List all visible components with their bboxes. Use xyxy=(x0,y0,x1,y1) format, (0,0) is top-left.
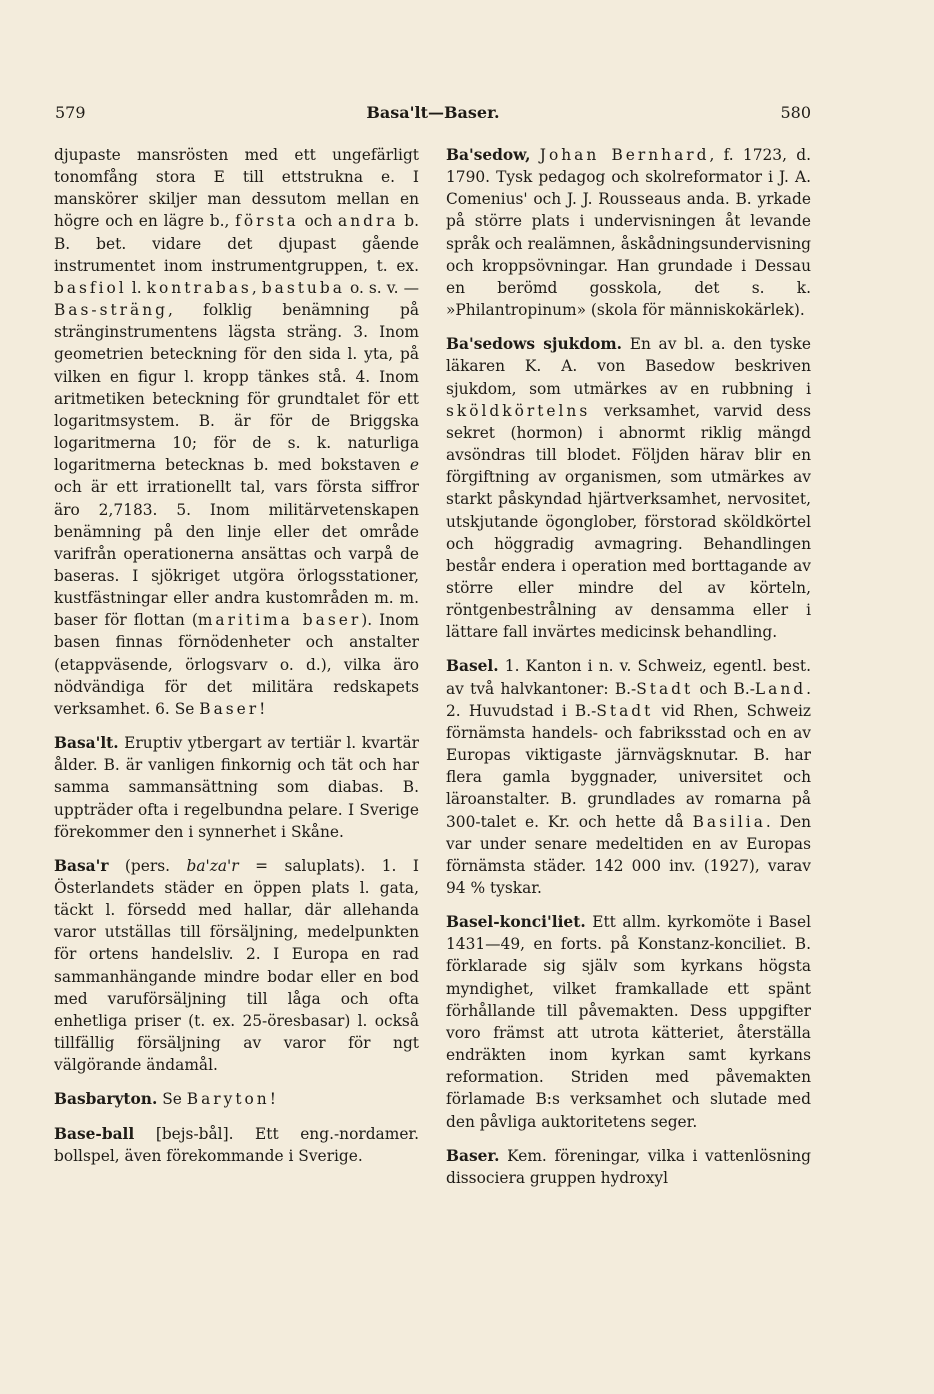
spaced-term: andra xyxy=(338,212,399,231)
entry-basbaryton xyxy=(54,1088,419,1110)
spaced-term: Bas-sträng xyxy=(54,301,168,320)
page-number-left: 579 xyxy=(55,103,86,122)
page-header xyxy=(55,103,811,129)
text: l. xyxy=(126,278,147,297)
text: ! xyxy=(259,699,266,718)
entry-headword: Basa'r xyxy=(54,856,109,875)
spaced-term: basfiol xyxy=(54,278,127,297)
right-column xyxy=(446,144,811,1201)
entry-headword: Basa'lt. xyxy=(54,734,119,753)
spaced-term: Land xyxy=(754,679,807,698)
text: Eruptiv ytbergart av tertiär l. kvartär ålder. B. är vanligen finkornig och tät och har samma sammansättning som diabas. B. uppträder ofta i regelbundna pelare. I Sverige förekommer den i synnerhet i Skåne. xyxy=(54,734,419,841)
text: 1. Kanton i n. v. Schweiz, egentl. best. av två halvkantoner: B.- xyxy=(446,657,811,698)
entry-baseball xyxy=(54,1123,419,1167)
spaced-term: Stadt xyxy=(596,701,654,720)
spaced-term: Stadt xyxy=(636,679,694,698)
left-column xyxy=(54,144,419,1179)
text: och är ett irrationellt tal, vars första siffror äro 2,7183. 5. Inom militärvetenskapen benämning på den linje eller det område varifrån operationerna ansättas och varpå de baseras. I sjökriget utgöra örlogsstationer, kustfästningar eller andra kustområden m. m. baser för flottan ( xyxy=(54,478,419,630)
text: ! xyxy=(269,1090,276,1109)
text: , f. 1723, d. 1790. Tysk pedagog och skolreformator i J. A. Comenius' och J. J. Rousseaus anda. B. yrkade på större plats i undervisningen åt levande språk och realämnen, åskådningsundervisning och kroppsövningar. Han grundade i Dessau en berömd gosskola, det s. k. »Philantropinum» (skola för människokärlek). xyxy=(446,146,811,320)
text: Kem. föreningar, vilka i vattenlösning dissociera gruppen hydroxyl xyxy=(446,1146,811,1187)
entry-bas-continuation xyxy=(54,144,419,720)
entry-headword: Basbaryton. xyxy=(54,1090,158,1109)
spaced-term: sköldkörtelns xyxy=(446,401,591,420)
entry-basalt xyxy=(54,732,419,843)
entry-baser xyxy=(446,1145,811,1189)
spaced-term: Baryton xyxy=(186,1090,270,1109)
text: (pers. xyxy=(108,856,187,875)
text: o. s. v. — xyxy=(344,278,419,297)
spaced-term: kontrabas xyxy=(146,278,252,297)
text: . Den var under senare medeltiden en av Europas förnämsta städer. 142 000 inv. (1927), varav 94 % tyskar. xyxy=(446,812,811,897)
spaced-term: maritima baser xyxy=(197,611,362,630)
entry-headword: Basel. xyxy=(446,657,499,676)
spaced-term: Johan Bernhard xyxy=(539,146,710,164)
text: djupaste mansrösten med ett ungefärligt tonomfång stora E till ettstrukna e. I manskörer skiljer man dessutom mellan en högre och en lägre b., xyxy=(54,146,419,231)
entry-basar xyxy=(54,855,419,1077)
text: , xyxy=(251,278,262,297)
entry-headword: Ba'sedows sjukdom. xyxy=(446,335,623,354)
text: . 2. Huvudstad i B.- xyxy=(446,679,811,720)
text: Se xyxy=(157,1090,187,1109)
running-title: Basa'lt—Baser. xyxy=(366,103,500,122)
text: verksamhet, varvid dess sekret (hormon) i abnormt riklig mängd avsöndras till blodet. Följden härav blir en förgiftning av organismen, som utmärkes av starkt påskyndad hjärtverksamhet, nervositet, utskjutande ögonglober, förstorad sköldkörtel och höggradig avmagring. Behandlingen består endera i operation med borttagande av större eller mindre del av körteln, röntgenbestrålning av densamma eller i lättare fall invärtes medicinsk behandling. xyxy=(446,401,811,642)
spaced-term: Baser xyxy=(199,699,260,718)
text: , folklig benämning på stränginstrumentens lägsta sträng. 3. Inom geometrien beteckning för den sida l. yta, på vilken en figur l. kropp tänkes stå. 4. Inom aritmetiken beteckning för grundtalet för ett logaritmsystem. B. är för de Briggska logaritmerna 10; för de s. k. naturliga logaritmerna betecknas b. med bokstaven xyxy=(54,301,419,475)
text: ). Inom basen finnas förnödenheter och anstalter (etappväsende, örlogsvarv o. d.), vilka äro nödvändiga för det militära redskapets verksamhet. 6. Se xyxy=(54,611,419,718)
spaced-term: Basilia xyxy=(692,812,766,831)
entry-headword: Ba'sedow, xyxy=(446,146,531,164)
text: och xyxy=(298,212,339,231)
entry-headword: Baser. xyxy=(446,1146,500,1165)
text: b. B. bet. vidare det djupast gående instrumentet inom instrumentgruppen, t. ex. xyxy=(54,212,420,275)
text: = saluplats). 1. I Österlandets städer en öppen plats l. gata, täckt l. försedd med hallar, där allehanda varor utställas till försäljning, medelpunkten för ortens handelsliv. 2. I Europa en rad sammanhängande mindre bodar eller en bod med varuförsäljning till låga och ofta enhetliga priser (t. ex. 25-öresbasar) l. också tillfällig försäljning av varor för ngt välgörande ändamål. xyxy=(54,856,419,1075)
page-number-right: 580 xyxy=(780,103,811,122)
entry-headword: Base-ball xyxy=(54,1124,135,1143)
entry-headword: Basel-konci'liet. xyxy=(446,913,586,932)
entry-basel xyxy=(446,655,811,899)
spaced-term: bastuba xyxy=(261,278,345,297)
italic-letter: e xyxy=(409,456,419,475)
entry-basel-konciliet xyxy=(446,911,811,1133)
text: Ett allm. kyrkomöte i Basel 1431—49, en forts. på Konstanz-konciliet. B. förklarade sig själv som kyrkans högsta myndighet, vilket framkallade ett spänt förhållande till påvemakten. Dess uppgifter voro främst att utrota kätteriet, återställa endräkten inom kyrkan samt kyrkans reformation. Striden med påvemakten förlamade B:s verksamhet och slutade med den påvliga auktoritetens seger. xyxy=(446,913,811,1131)
entry-basedow xyxy=(446,144,811,321)
entry-basedows-sjukdom xyxy=(446,333,811,643)
text: vid Rhen, Schweiz förnämsta handels- och fabriksstad och en av Europas viktigaste järnvägsknutar. B. har flera gamla byggnader, universitet och läroanstalter. B. grundlades av romarna på 300-talet e. Kr. och hette då xyxy=(446,701,811,831)
text: och B.- xyxy=(693,679,755,698)
italic-term: ba'za'r xyxy=(186,856,239,875)
text: [bejs-bål]. Ett eng.-nordamer. bollspel, även förekommande i Sverige. xyxy=(54,1124,419,1165)
text: En av bl. a. den tyske läkaren K. A. von Basedow beskriven sjukdom, som utmärkes av en rubbning i xyxy=(446,335,811,398)
spaced-term: första xyxy=(235,212,299,231)
